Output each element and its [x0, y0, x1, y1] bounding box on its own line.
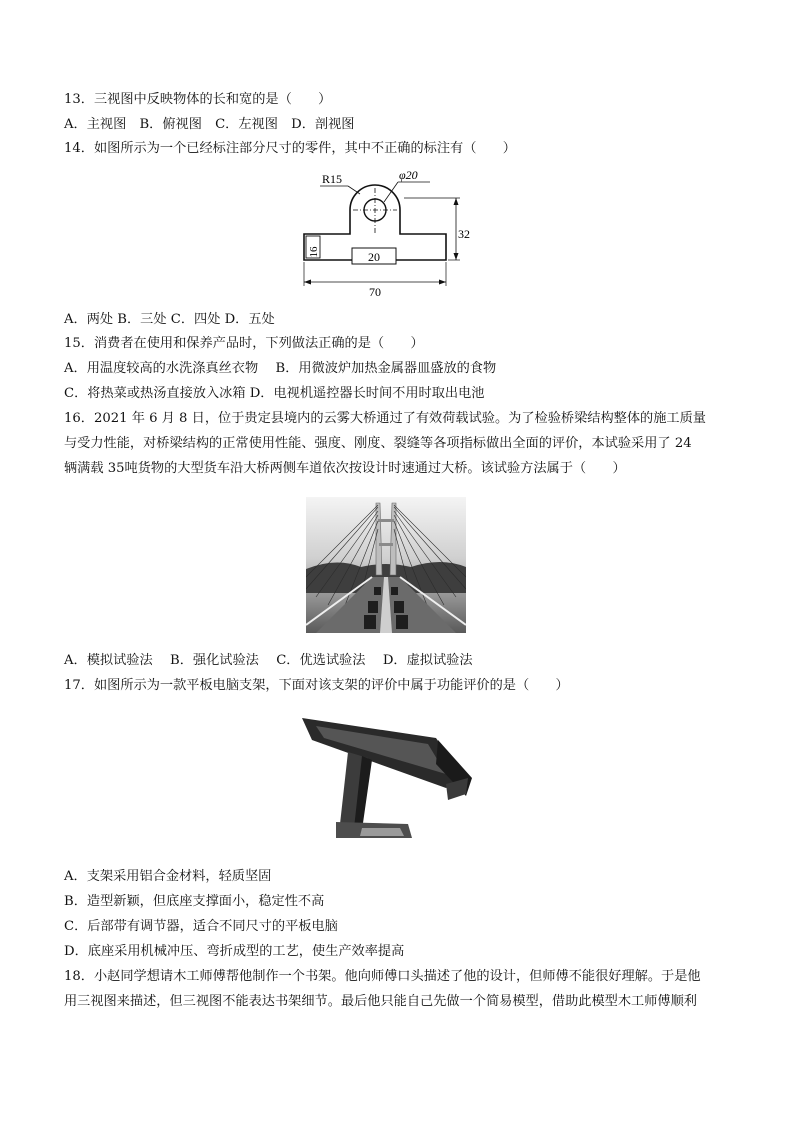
q17-option-d: D．底座采用机械冲压、弯折成型的工艺，使生产效率提高 [64, 944, 405, 959]
radius-label: R15 [322, 172, 343, 186]
q14-stem: 14．如图所示为一个已经标注部分尺寸的零件，其中不正确的标注有（ ） [64, 141, 516, 156]
q18-stem-line-1: 18．小赵同学想请木工师傅帮他制作一个书架。他向师傅口头描述了他的设计，但师傅不能很好理解。于是他 [64, 969, 701, 984]
q16-stem-line-3: 辆满载 35吨货物的大型货车沿大桥两侧车道依次按设计时速通过大桥。该试验方法属于（ ） [64, 461, 626, 476]
q17-option-c: C．后部带有调节器，适合不同尺寸的平板电脑 [64, 919, 338, 934]
dim-70-label: 70 [369, 285, 381, 299]
q16-stem-line-1: 16．2021 年 6 月 8 日，位于贵定县境内的云雾大桥通过了有效荷载试验。为了检验桥梁结构整体的施工质量 [64, 411, 706, 426]
q17-option-a: A．支架采用铝合金材料，轻质坚固 [64, 869, 272, 884]
bridge-photo [306, 497, 466, 633]
q13-options: A．主视图 B．俯视图 C．左视图 D．剖视图 [64, 117, 355, 132]
q18-stem-line-2: 用三视图来描述，但三视图不能表达书架细节。最后他只能自己先做一个简易模型，借助此模型木工师傅顺利 [64, 994, 697, 1009]
q17-option-b: B．造型新颖，但底座支撑面小，稳定性不高 [64, 894, 325, 909]
diameter-label: φ20 [399, 168, 418, 182]
dim-20-label: 20 [368, 250, 380, 264]
q15-options-cd: C．将热菜或热汤直接放入冰箱 D．电视机遥控器长时间不用时取出电池 [64, 386, 485, 401]
q14-options: A．两处 B．三处 C．四处 D．五处 [64, 312, 275, 327]
part-dimension-drawing [290, 166, 480, 300]
dim-16-label: 16 [308, 246, 320, 258]
tablet-stand-photo [296, 712, 476, 846]
q13-stem: 13．三视图中反映物体的长和宽的是（ ） [64, 92, 332, 107]
q16-options: A．模拟试验法 B．强化试验法 C．优选试验法 D．虚拟试验法 [64, 653, 473, 668]
q16-stem-line-2: 与受力性能，对桥梁结构的正常使用性能、强度、刚度、裂缝等各项指标做出全面的评价，本试验采用了 24 [64, 436, 692, 451]
q17-stem: 17．如图所示为一款平板电脑支架，下面对该支架的评价中属于功能评价的是（ ） [64, 678, 569, 693]
dim-32-label: 32 [458, 227, 470, 241]
q15-options-ab: A．用温度较高的水洗涤真丝衣物 B．用微波炉加热金属器皿盛放的食物 [64, 361, 497, 376]
q15-stem: 15．消费者在使用和保养产品时，下列做法正确的是（ ） [64, 336, 424, 351]
